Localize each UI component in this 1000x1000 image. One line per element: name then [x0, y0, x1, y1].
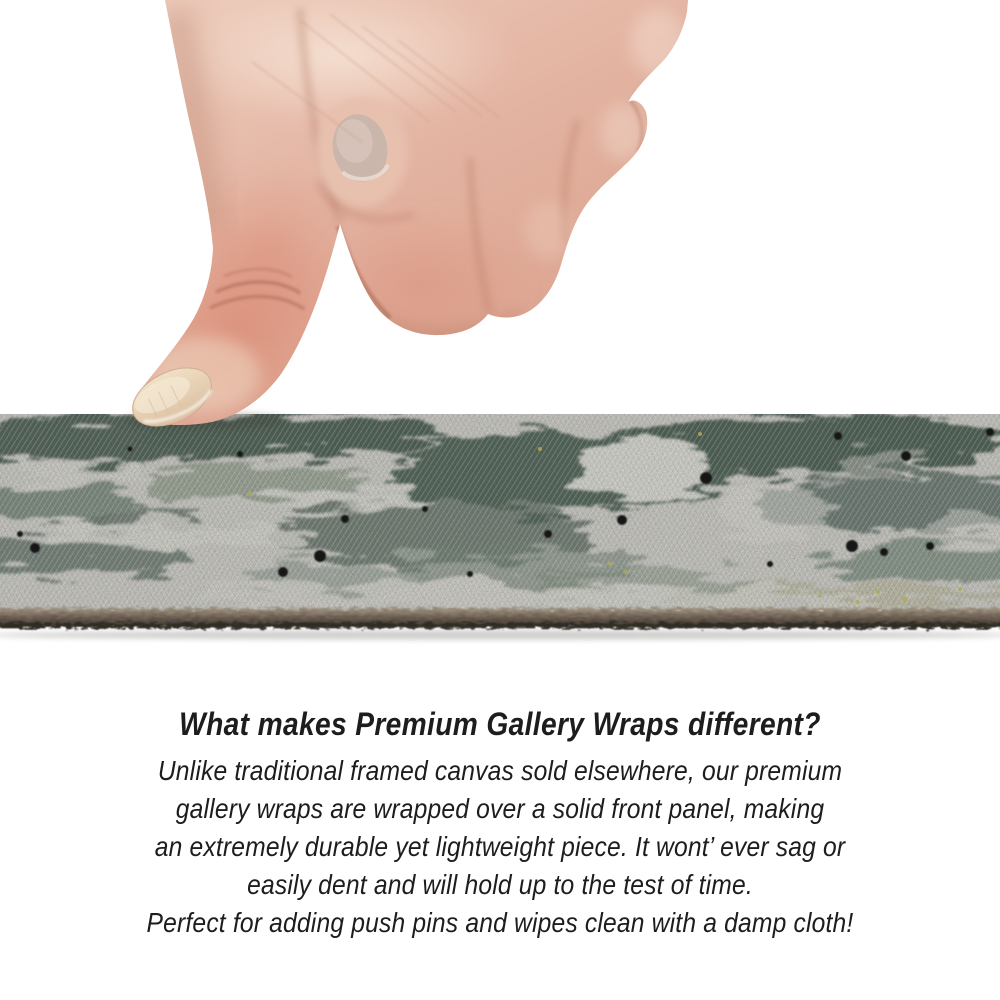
copy-line-3: an extremely durable yet lightweight piece. It wont’ ever sag or — [154, 831, 846, 862]
copy-line-1: Unlike traditional framed canvas sold elsewhere, our premium — [157, 755, 843, 786]
canvas-shadow — [0, 631, 1000, 640]
canvas-edge — [0, 608, 1000, 628]
copy-heading: What makes Premium Gallery Wraps different? — [179, 706, 821, 742]
hand-photo — [0, 0, 1000, 440]
marketing-copy — [60, 706, 940, 942]
copy-line-4: easily dent and will hold up to the test of time. — [247, 869, 753, 900]
canvas-texture-photo — [0, 414, 1000, 644]
copy-line-2: gallery wraps are wrapped over a solid front panel, making — [175, 793, 825, 824]
canvas-grain-light — [0, 414, 1000, 610]
copy-line-5: Perfect for adding push pins and wipes clean with a damp cloth! — [146, 907, 854, 938]
